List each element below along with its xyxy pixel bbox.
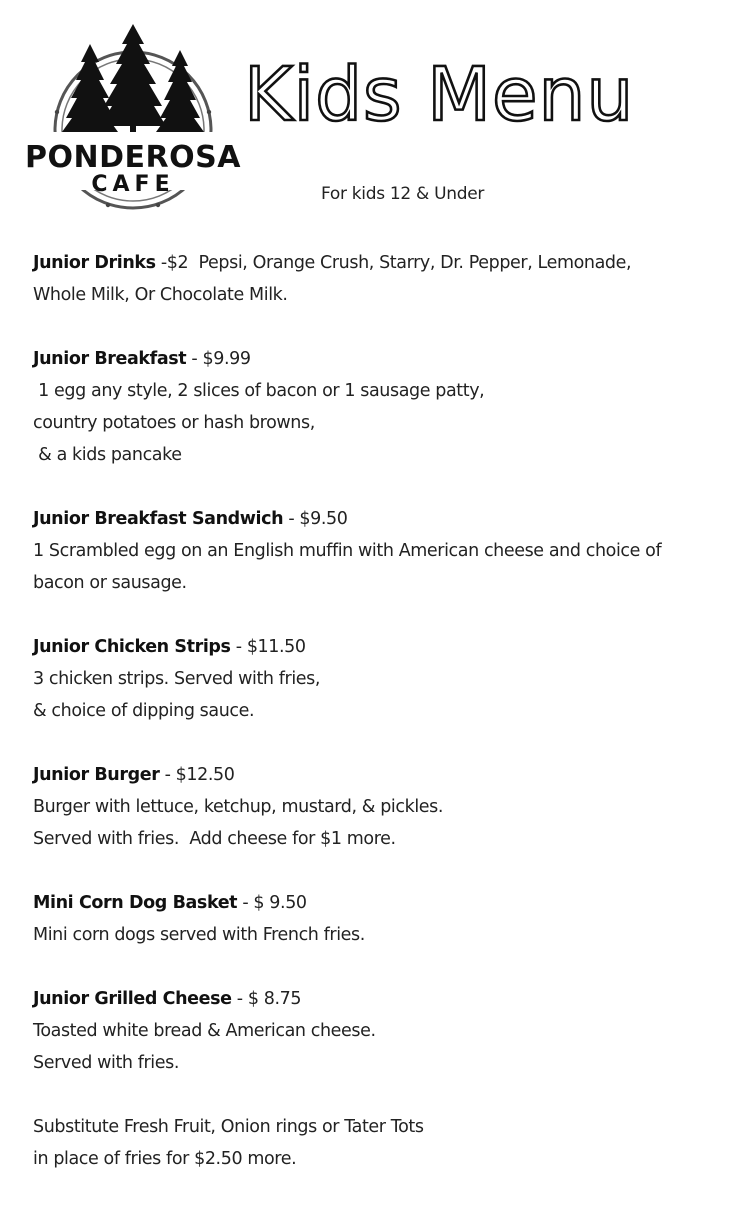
item-description: Mini corn dogs served with French fries. — [33, 925, 365, 945]
item-description: Served with fries. Add cheese for $1 more. — [33, 829, 396, 849]
item-description: & a kids pancake — [33, 445, 182, 465]
logo-cafe-text: CAFE — [91, 172, 175, 197]
page-subtitle: For kids 12 & Under — [321, 184, 485, 204]
item-description: Toasted white bread & American cheese. — [33, 1021, 376, 1041]
item-name: Junior Grilled Cheese — [33, 989, 232, 1009]
item-description: & choice of dipping sauce. — [33, 701, 255, 721]
item-price: - $ 9.50 — [237, 893, 307, 913]
item-description: 1 egg any style, 2 slices of bacon or 1 sausage patty, — [33, 381, 485, 401]
menu-item-junior-burger — [33, 759, 713, 855]
menu-list — [33, 247, 713, 1207]
item-description: Whole Milk, Or Chocolate Milk. — [33, 285, 288, 305]
item-name: Junior Burger — [33, 765, 160, 785]
item-name: Junior Chicken Strips — [33, 637, 231, 657]
menu-item-junior-drinks — [33, 247, 713, 311]
item-price: - $ 8.75 — [231, 989, 302, 1009]
page-title: Kids Menu — [244, 52, 635, 138]
ponderosa-cafe-logo — [25, 22, 241, 218]
item-name: Junior Breakfast — [33, 349, 187, 369]
item-description: 3 chicken strips. Served with fries, — [33, 669, 321, 689]
item-name: Junior Drinks — [33, 253, 156, 273]
item-description: bacon or sausage. — [33, 573, 187, 593]
menu-item-junior-chicken-strips — [33, 631, 713, 727]
item-price: - $9.50 — [283, 509, 348, 529]
item-price: - $11.50 — [230, 637, 306, 657]
menu-item-junior-breakfast-sandwich — [33, 503, 713, 599]
item-price: -$2 — [155, 253, 189, 273]
substitution-note — [33, 1111, 713, 1175]
note-line: in place of fries for $2.50 more. — [33, 1149, 297, 1169]
menu-item-mini-corn-dog-basket — [33, 887, 713, 951]
item-name: Mini Corn Dog Basket — [33, 893, 238, 913]
item-price: - $12.50 — [159, 765, 235, 785]
note-line: Substitute Fresh Fruit, Onion rings or Tater Tots — [33, 1117, 424, 1137]
item-name: Junior Breakfast Sandwich — [33, 509, 284, 529]
item-price: - $9.99 — [186, 349, 251, 369]
menu-item-junior-breakfast — [33, 343, 713, 471]
item-description: Served with fries. — [33, 1053, 180, 1073]
menu-item-junior-grilled-cheese — [33, 983, 713, 1079]
logo-name-text: PONDEROSA — [25, 140, 241, 175]
item-description: Pepsi, Orange Crush, Starry, Dr. Pepper, Lemonade, — [188, 253, 632, 273]
item-description: country potatoes or hash browns, — [33, 413, 315, 433]
item-description: 1 Scrambled egg on an English muffin with American cheese and choice of — [33, 541, 662, 561]
item-description: Burger with lettuce, ketchup, mustard, & pickles. — [33, 797, 444, 817]
pine-trees-icon — [25, 22, 241, 218]
